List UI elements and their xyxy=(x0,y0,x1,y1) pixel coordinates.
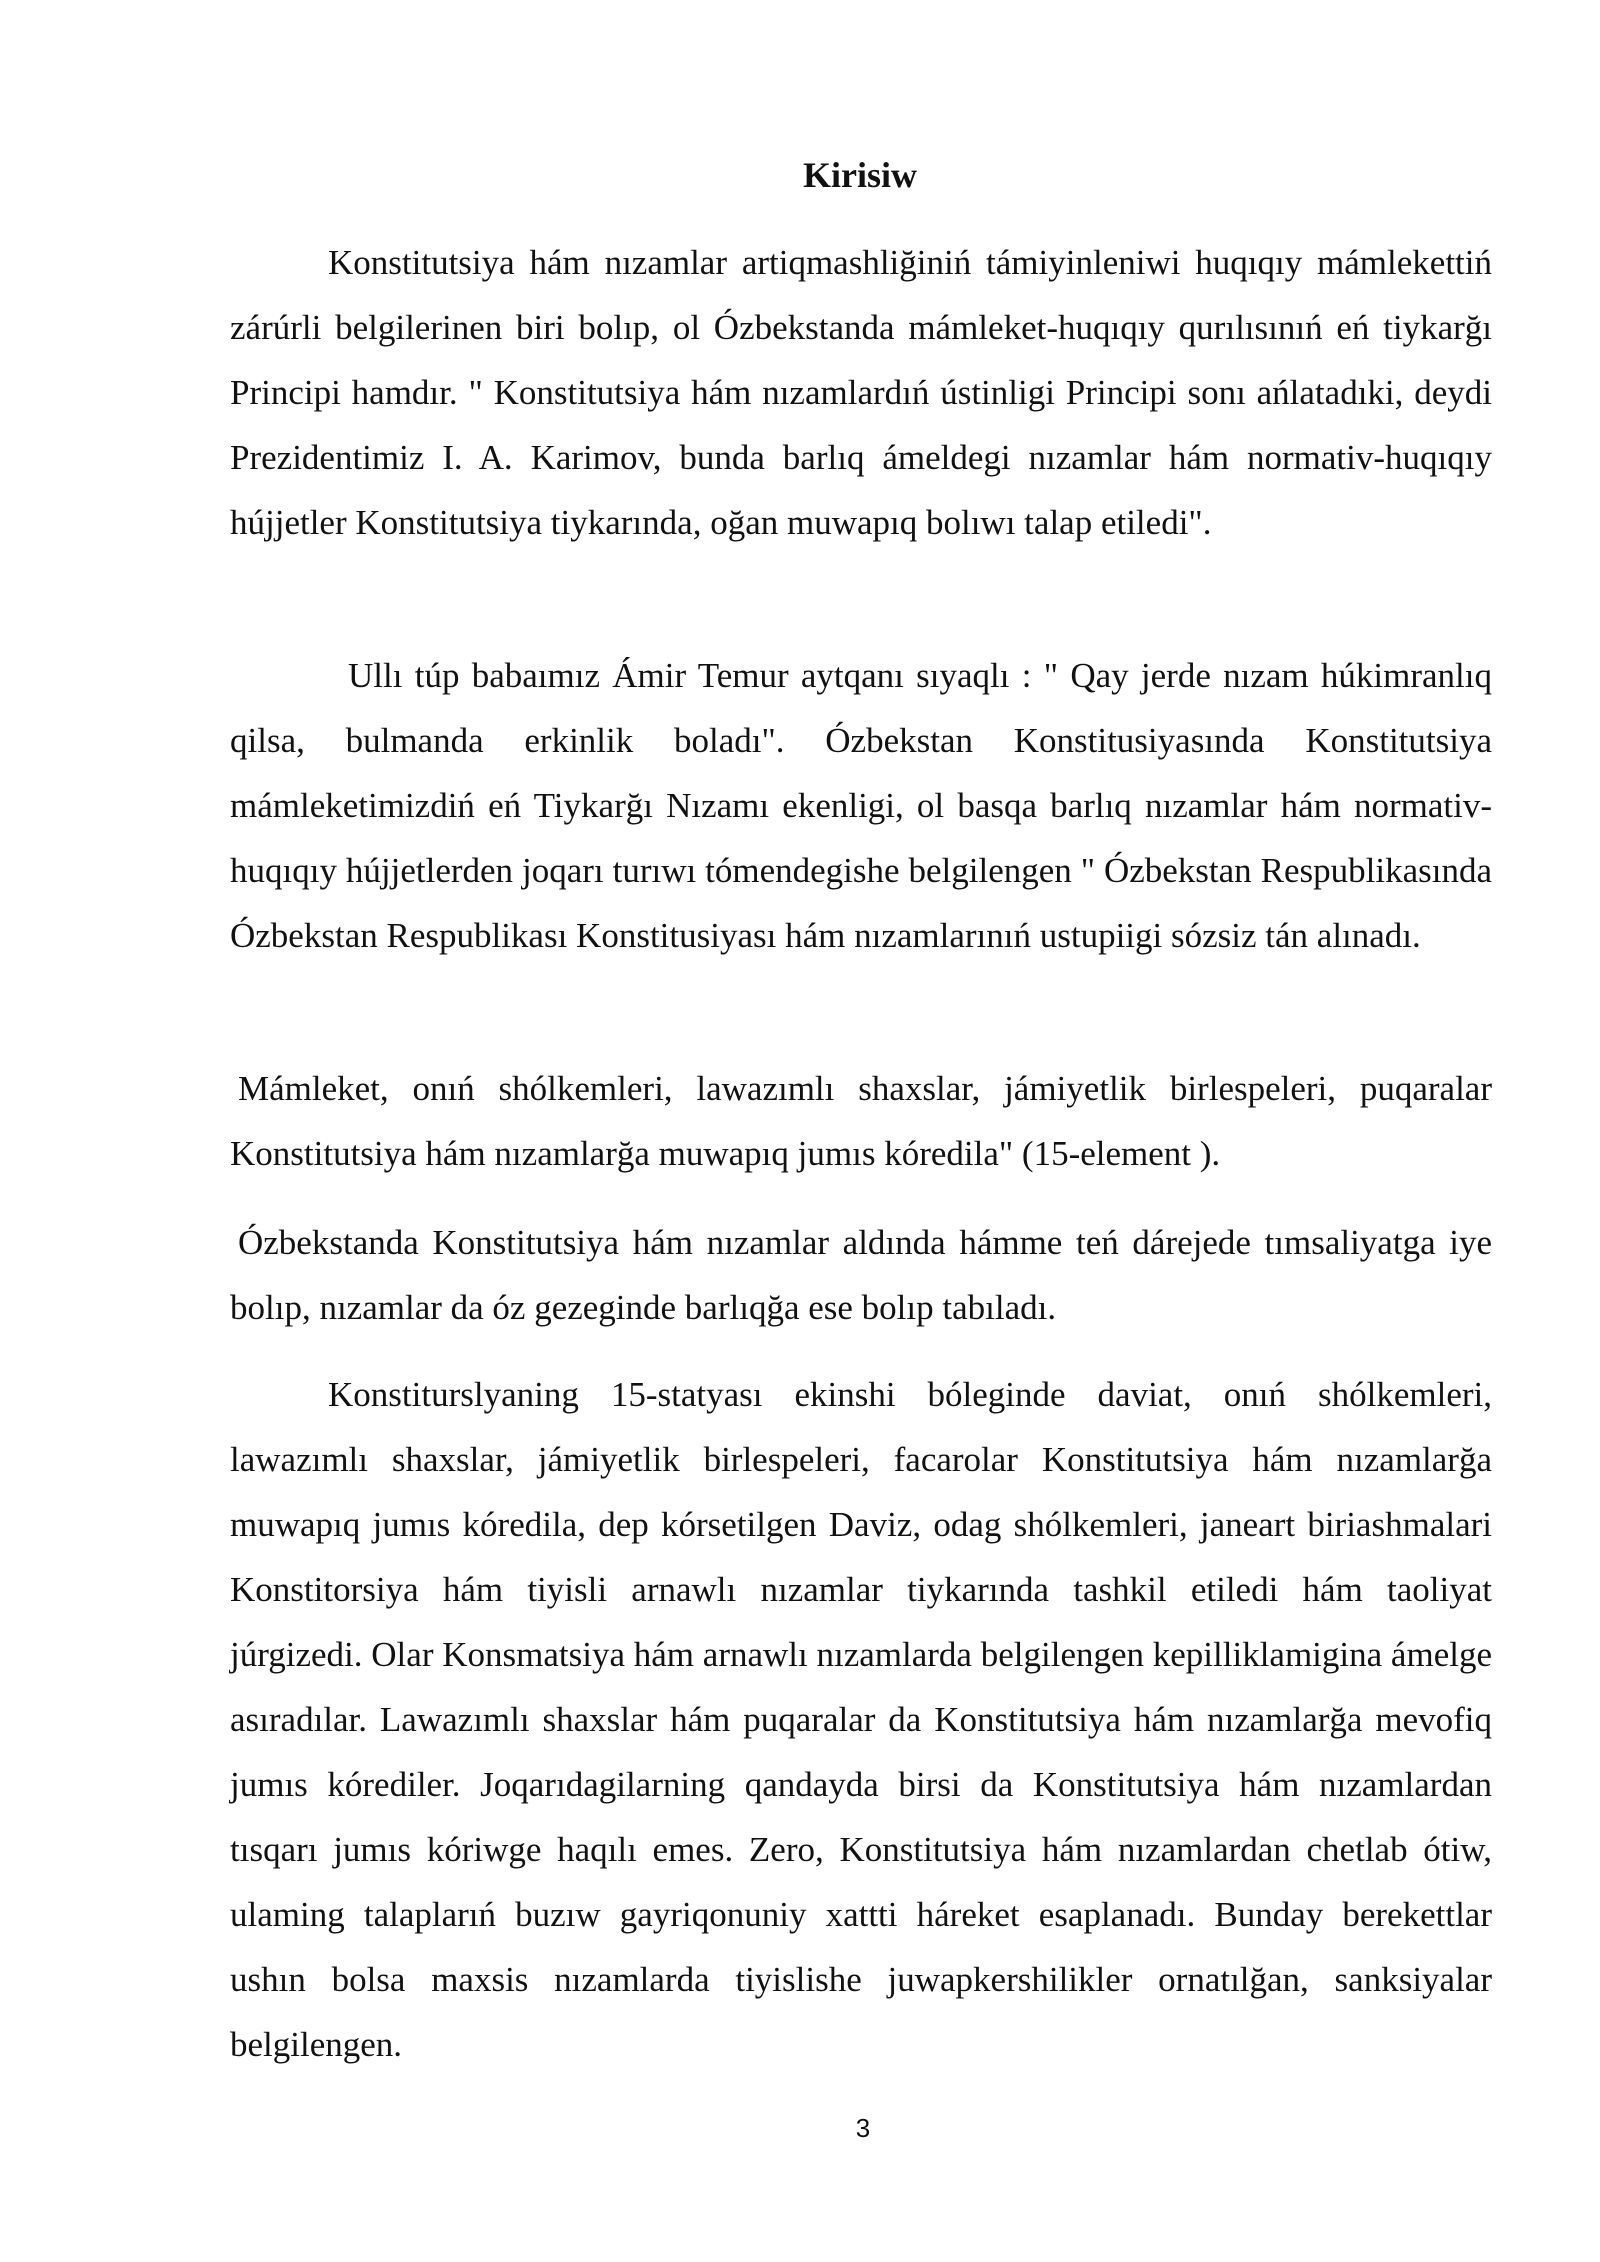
document-title: Kirisiw xyxy=(803,155,917,195)
paragraph-2: Ullı túp babaımız Ámir Temur aytqanı sıyaqlı : " Qay jerde nızam húkimranlıq qilsa, bulmanda erkinlik boladı". Ózbekstan Konstitusiyasında Konstitutsiya mámleketimizdiń eń Tiykarğı Nızamı ekenligi, ol basqa barlıq nızamlar hám normativ-huqıqıy hújjetlerden joqarı turıwı tómendegishe belgilengen " Ózbekstan Respublikasında Ózbekstan Respublikası Konstitusiyası hám nızamlarınıń ustupiigi sózsiz tán alınadı. xyxy=(230,656,1492,955)
paragraph-1: Konstitutsiya hám nızamlar artiqmashliğiniń támiyinleniwi huqıqıy mámlekettiń zárúrli belgilerinen biri bolıp, ol Ózbekstanda mámleket-huqıqıy qurılısınıń eń tiykarğı Principi hamdır. " Konstitutsiya hám nızamlardıń ústinligi Principi sonı ańlatadıki, deydi Prezidentimiz I. A. Karimov, bunda barlıq ámeldegi nızamlar hám normativ-huqıqıy hújjetler Konstitutsiya tiykarında, oğan muwapıq bolıwı talap etiledi". xyxy=(230,243,1492,542)
page-number: 3 xyxy=(855,2113,871,2143)
paragraph-3: Mámleket, onıń shólkemleri, lawazımlı shaxslar, jámiyetlik birlespeleri, puqaralar Konstitutsiya hám nızamlarğa muwapıq jumıs kóredila" (15-element ). xyxy=(230,1069,1492,1173)
paragraph-4: Ózbekstanda Konstitutsiya hám nızamlar aldında hámme teń dárejede tımsaliyatga iye bolıp, nızamlar da óz gezeginde barlıqğa ese bolıp tabıladı. xyxy=(230,1223,1492,1327)
paragraph-5: Konstiturslyaning 15-statyası ekinshi bóleginde daviat, onıń shólkemleri, lawazımlı shaxslar, jámiyetlik birlespeleri, facarolar Konstitutsiya hám nızamlarğa muwapıq jumıs kóredila, dep kórsetilgen Daviz, odag shólkemleri, janeart biriashmalari Konstitorsiya hám tiyisli arnawlı nızamlar tiykarında tashkil etiledi hám taoliyat júrgizedi. Olar Konsmatsiya hám arnawlı nızamlarda belgilengen kepilliklamigina ámelge asıradılar. Lawazımlı shaxslar hám puqaralar da Konstitutsiya hám nızamlarğa mevofiq jumıs kórediler. Joqarıdagilarning qandayda birsi da Konstitutsiya hám nızamlardan tısqarı jumıs kóriwge haqılı emes. Zero, Konstitutsiya hám nızamlardan chetlab ótiw, ulaming talaplarıń buzıw gayriqonuniy xattti háreket esaplanadı. Bunday berekettlar ushın bolsa maxsis nızamlarda tiyislishe juwapkershilikler ornatılğan, sanksiyalar belgilengen. xyxy=(230,1375,1492,2064)
